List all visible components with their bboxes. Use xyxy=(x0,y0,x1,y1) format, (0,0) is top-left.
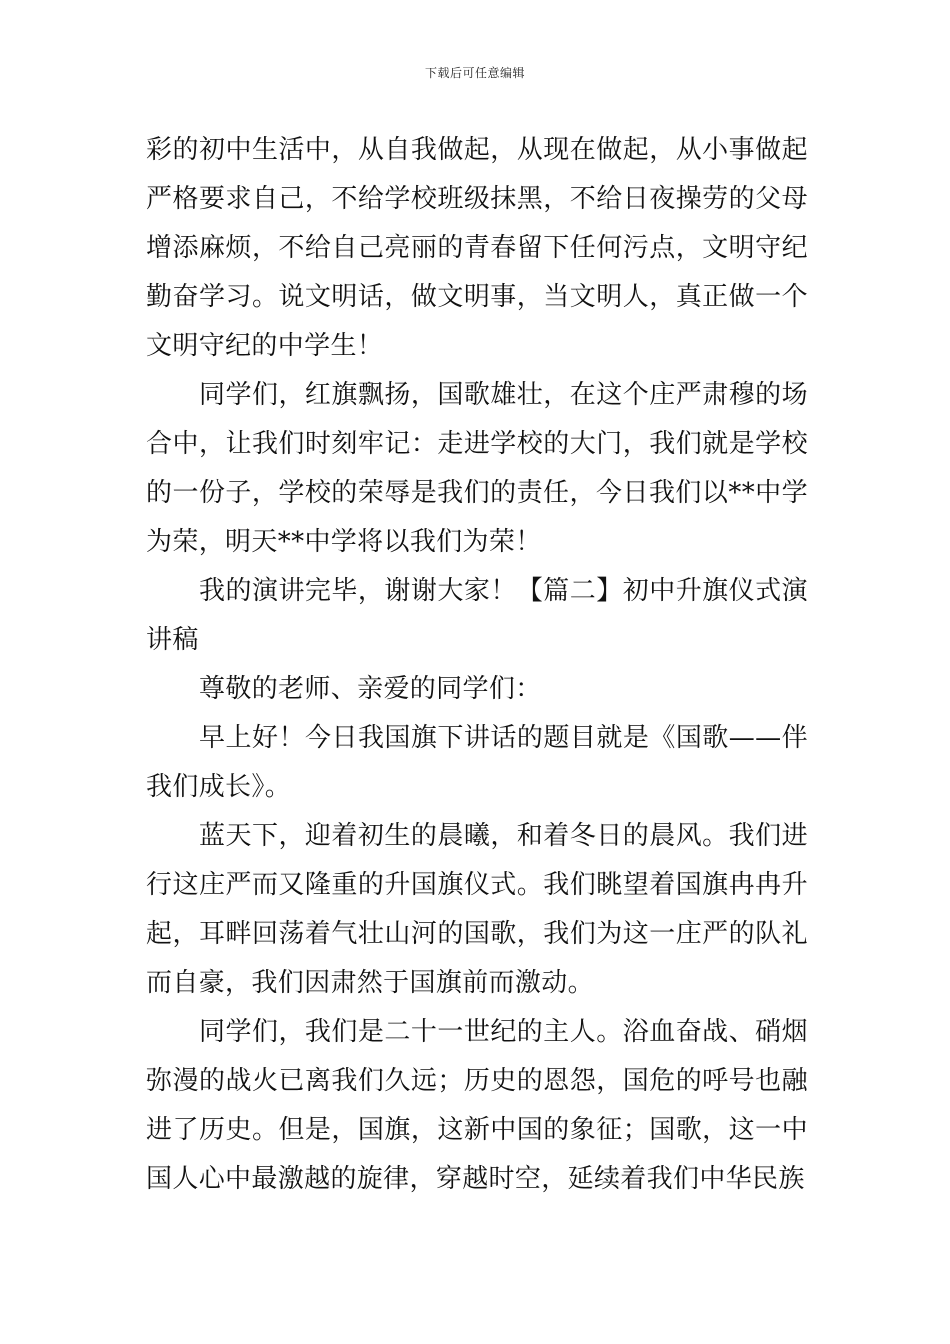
paragraph: 蓝天下，迎着初生的晨曦，和着冬日的晨风。我们进行这庄严而又隆重的升国旗仪式。我们眺望着国旗冉冉升起，耳畔回荡着气壮山河的国歌，我们为这一庄严的队礼而自豪，我们因肃然于国旗前而激动。 xyxy=(146,821,808,998)
page-header: 下载后可任意编辑 xyxy=(424,66,525,80)
paragraph: 同学们，我们是二十一世纪的主人。浴血奋战、硝烟弥漫的战火已离我们久远；历史的恩怨，国危的呼号也融进了历史。但是，国旗，这新中国的象征；国歌，这一中国人心中最激越的旋律，穿越时空，延续着我们中华民族 xyxy=(146,1017,808,1194)
paragraph: 早上好！今日我国旗下讲话的题目就是《国歌——伴我们成长》。 xyxy=(146,723,808,802)
paragraph: 彩的初中生活中，从自我做起，从现在做起，从小事做起严格要求自己，不给学校班级抹黑，不给日夜操劳的父母增添麻烦，不给自己亮丽的青春留下任何污点，文明守纪勤奋学习。说文明话，做文明事，当文明人，真正做一个文明守纪的中学生！ xyxy=(146,135,808,361)
document-body xyxy=(146,126,808,1204)
paragraph: 尊敬的老师、亲爱的同学们： xyxy=(199,674,542,704)
paragraph: 我的演讲完毕，谢谢大家！【篇二】初中升旗仪式演讲稿 xyxy=(146,576,808,655)
paragraph: 同学们，红旗飘扬，国歌雄壮，在这个庄严肃穆的场合中，让我们时刻牢记：走进学校的大门，我们就是学校的一份子，学校的荣辱是我们的责任，今日我们以**中学为荣，明天**中学将以我们为荣！ xyxy=(146,380,808,557)
